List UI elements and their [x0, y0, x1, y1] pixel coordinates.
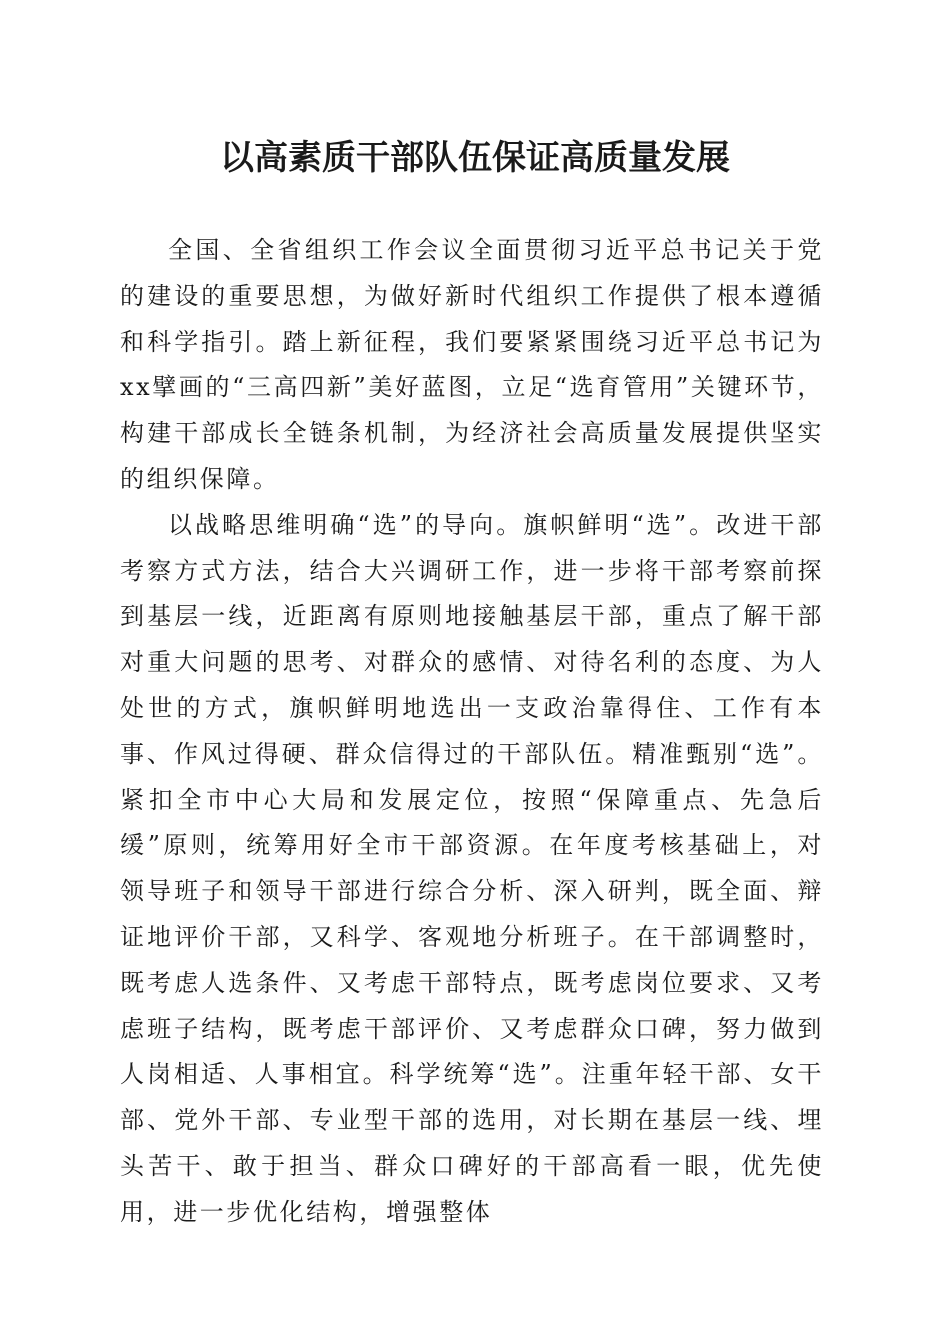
paragraph-intro: 全国、全省组织工作会议全面贯彻习近平总书记关于党的建设的重要思想，为做好新时代组织工作提供了根本遵循和科学指引。踏上新征程，我们要紧紧围绕习近平总书记为xx擘画的“三高四新”美好蓝图，立足“选育管用”关键环节，构建干部成长全链条机制，为经济社会高质量发展提供坚实的组织保障。	[120, 236, 824, 493]
paragraph-selection: 以战略思维明确“选”的导向。旗帜鲜明“选”。改进干部考察方式方法，结合大兴调研工作，进一步将干部考察前探到基层一线，近距离有原则地接触基层干部，重点了解干部对重大问题的思考、对群众的感情、对待名利的态度、为人处世的方式，旗帜鲜明地选出一支政治靠得住、工作有本事、作风过得硬、群众信得过的干部队伍。精准甄别“选”。紧扣全市中心大局和发展定位，按照“保障重点、先急后缓”原则，统筹用好全市干部资源。在年度考核基础上，对领导班子和领导干部进行综合分析、深入研判，既全面、辩证地评价干部，又科学、客观地分析班子。在干部调整时，既考虑人选条件、又考虑干部特点，既考虑岗位要求、又考虑班子结构，既考虑干部评价、又考虑群众口碑，努力做到人岗相适、人事相宜。科学统筹“选”。注重年轻干部、女干部、党外干部、专业型干部的选用，对长期在基层一线、埋头苦干、敢于担当、群众口碑好的干部高看一眼，优先使用，进一步优化结构，增强整体	[120, 510, 824, 1226]
document-body	[120, 228, 824, 1236]
document-title: 以高素质干部队伍保证高质量发展	[220, 138, 730, 178]
